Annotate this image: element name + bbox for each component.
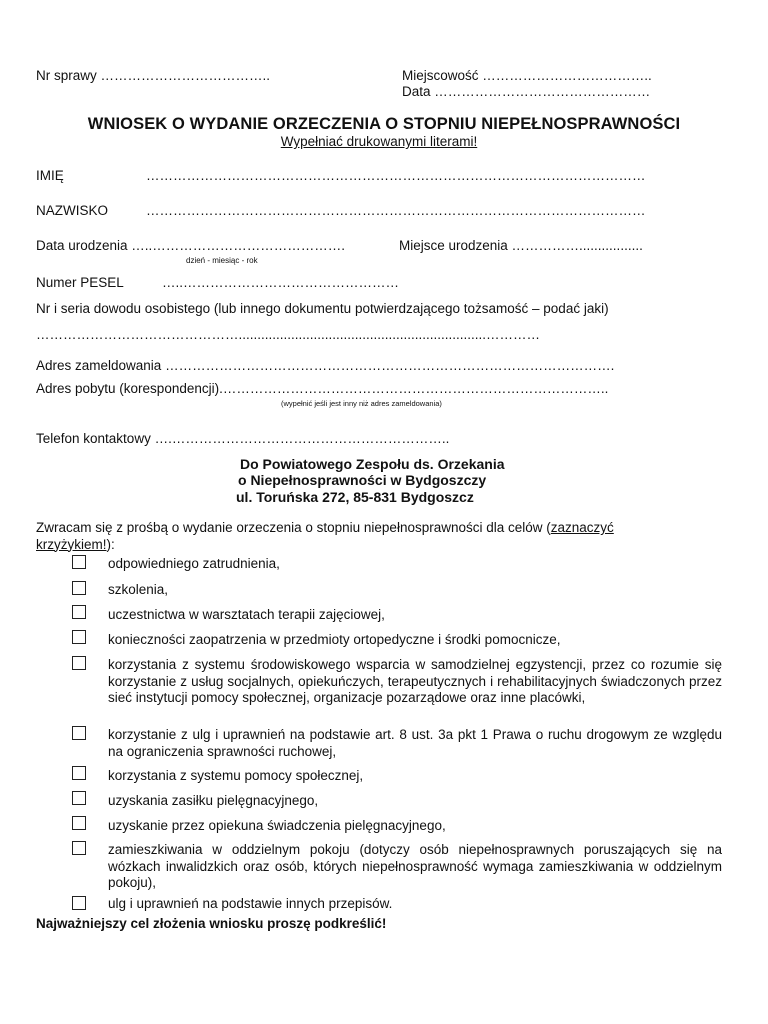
option-checkbox[interactable] (72, 726, 86, 740)
date-field[interactable]: Data ………………………………………… (402, 84, 651, 99)
option-label: ulg i uprawnień na podstawie innych przepisów. (108, 896, 393, 911)
request-intro-mark-2: krzyżykiem! (36, 536, 107, 552)
recipient-line-3: ul. Toruńska 272, 85-831 Bydgoszcz (236, 489, 474, 505)
pesel-label: Numer PESEL (36, 275, 124, 290)
birth-place-field[interactable]: Miejsce urodzenia ……………................. (399, 238, 643, 253)
option-checkbox[interactable] (72, 841, 86, 855)
id-document-label: Nr i seria dowodu osobistego (lub innego dokumentu potwierdzającego tożsamość – podać jaki) (36, 301, 609, 316)
id-document-field[interactable]: ………………………………………..................................................................………… (36, 327, 541, 342)
option-label: uzyskanie przez opiekuna świadczenia pielęgnacyjnego, (108, 818, 446, 833)
option-label: korzystania z systemu środowiskowego wsparcia w samodzielnej egzystencji, przez co rozumie się korzystanie z usług socjalnych, opiekuńczych, terapeutycznych i rehabilitacyjnych świadczonych przez sieć instytucji pomocy społecznej, organizacje pozarządowe oraz inne placówki, (108, 657, 722, 705)
option-checkbox[interactable] (72, 555, 86, 569)
option-label: odpowiedniego zatrudnienia, (108, 556, 280, 571)
option-label: konieczności zaopatrzenia w przedmioty ortopedyczne i środki pomocnicze, (108, 632, 561, 647)
recipient-line-1: Do Powiatowego Zespołu ds. Orzekania (240, 456, 505, 472)
option-label: uczestnictwa w warsztatach terapii zajęciowej, (108, 607, 385, 622)
correspondence-address-hint: (wypełnić jeśli jest inny niż adres zameldowania) (281, 399, 442, 408)
case-number-field[interactable]: Nr sprawy ……………………………….. (36, 68, 271, 83)
option-label: zamieszkiwania w oddzielnym pokoju (dotyczy osób niepełnosprawnych poruszających się na wózkach inwalidzkich oraz osób, których niepełnosprawność wymaga zamieszkiwania w oddzielnym pokoju), (108, 842, 722, 890)
request-intro (36, 520, 656, 553)
registered-address-field[interactable]: Adres zameldowania ………………………………………………………………………………………. (36, 358, 615, 373)
footer-note: Najważniejszy cel złożenia wniosku proszę podkreślić! (36, 916, 387, 931)
option-label: uzyskania zasiłku pielęgnacyjnego, (108, 793, 319, 808)
place-field[interactable]: Miejscowość ……………………………….. (402, 68, 652, 83)
option-checkbox[interactable] (72, 581, 86, 595)
option-checkbox[interactable] (72, 896, 86, 910)
option-checkbox[interactable] (72, 816, 86, 830)
last-name-label: NAZWISKO (36, 203, 109, 218)
option-label: szkolenia, (108, 582, 169, 597)
option-label: korzystania z systemu pomocy społecznej, (108, 768, 364, 783)
request-intro-mark-1: zaznaczyć (550, 520, 614, 535)
last-name-field[interactable]: ………………………………………………………………………………………………… (146, 203, 646, 218)
option-checkbox[interactable] (72, 656, 86, 670)
option-label: korzystanie z ulg i uprawnień na podstawie art. 8 ust. 3a pkt 1 Prawa o ruchu drogowym ze względu na ograniczenia sprawności ruchowej, (108, 727, 722, 759)
pesel-field[interactable]: …..………………………………………… (162, 275, 400, 290)
request-intro-text: Zwracam się z prośbą o wydanie orzeczenia o stopniu niepełnosprawności dla celów ( (36, 520, 551, 535)
recipient-line-2: o Niepełnosprawności w Bydgoszczy (238, 472, 487, 488)
phone-field[interactable]: Telefon kontaktowy ….…………………………………………………….. (36, 431, 450, 446)
option-checkbox[interactable] (72, 766, 86, 780)
birth-date-field[interactable]: Data urodzenia …..……………………………………. (36, 238, 346, 253)
request-intro-end: ): (106, 536, 115, 552)
birth-date-hint: dzień - miesiąc - rok (186, 256, 258, 265)
option-checkbox[interactable] (72, 605, 86, 619)
option-checkbox[interactable] (72, 791, 86, 805)
first-name-field[interactable]: ………………………………………………………………………………………………… (146, 168, 646, 183)
document-subtitle: Wypełniać drukowanymi literami! (280, 134, 478, 149)
correspondence-address-field[interactable]: Adres pobytu (korespondencji).………………………………………………………………………….. (36, 381, 609, 396)
option-checkbox[interactable] (72, 630, 86, 644)
first-name-label: IMIĘ (36, 168, 64, 183)
document-title: WNIOSEK O WYDANIE ORZECZENIA O STOPNIU NIEPEŁNOSPRAWNOŚCI (87, 115, 681, 133)
